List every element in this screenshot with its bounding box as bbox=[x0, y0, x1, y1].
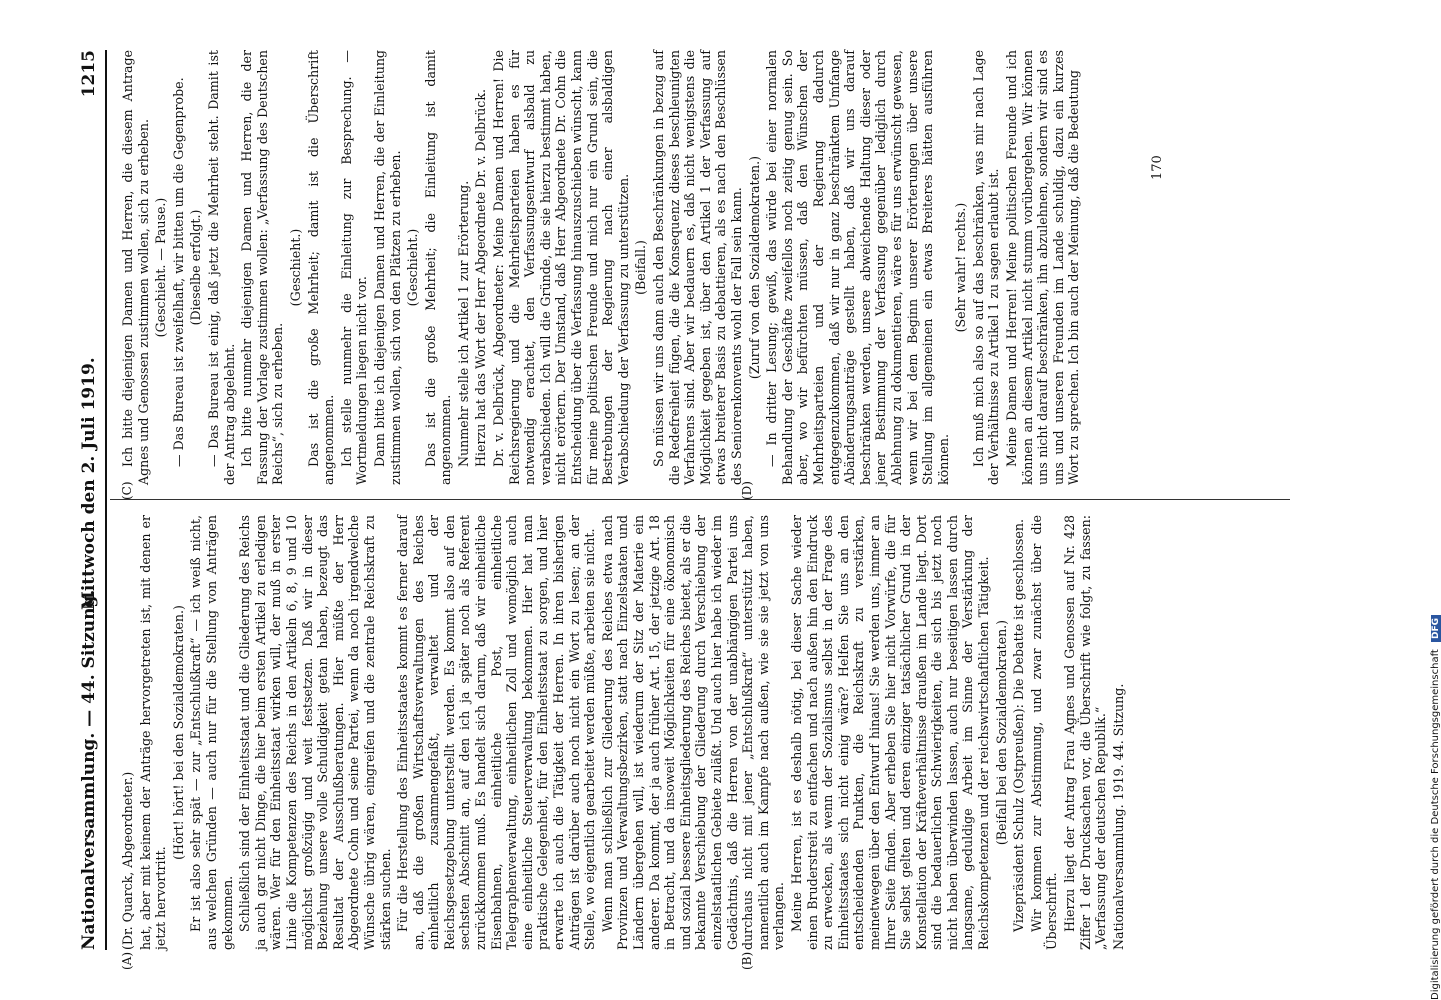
header-date: Mittwoch den 2. Juli 1919. bbox=[79, 357, 99, 610]
paragraph: — Das Bureau ist einig, daß jetzt die Mehrheit steht. Damit ist der Antrag abgelehnt. bbox=[205, 50, 237, 485]
paragraph: Ich muß mich also so auf das beschränken, was mir nach Lage der Verhältnisse zu Artikel 1 zu sagen erlaubt ist. bbox=[970, 50, 1002, 485]
interjection: (Beifall bei den Sozialdemokraten.) bbox=[993, 619, 1009, 846]
margin-mark-c: (C) bbox=[120, 481, 134, 500]
paragraph: Hierzu liegt der Antrag Frau Agnes und Genossen auf Nr. 428 Ziffer 1 der Drucksachen vor, die Überschrift wie folgt, zu fassen: „Verfassung der deutschen Republik.“ bbox=[1062, 515, 1109, 950]
paragraph: Das ist die große Mehrheit; damit ist die Überschrift angenommen. bbox=[305, 50, 337, 485]
interjection: (Zuruf von den Sozialdemokraten.) bbox=[746, 155, 762, 380]
document-page bbox=[20, 0, 1400, 1000]
paragraph: Ich bitte diejenigen Damen und Herren, die diesem Antrage Agnes und Genossen zustimmen wollen, sich zu erheben. bbox=[120, 50, 151, 485]
footer-line: Nationalversammlung. 1919. 44. Sitzung. bbox=[1110, 683, 1126, 950]
paragraph: Dr. v. Delbrück, Abgeordneter: Meine Damen und Herren! Die Reichsregierung und die Mehrheitsparteien haben es für notwendig erachtet, den Verfassungsentwurf alsbald zu verabschieden. Ich will die Gründe, die sie hierzu bestimmt haben, nicht erörtern. Der Umstand, daß Herr Abgeordnete Dr. Cohn die Entscheidung über die Verfassung hinauszuschieben wünscht, kann für meine politischen Freunde und mich nur ein Grund sein, die Bestrebungen der Regierung nach einer alsbaldigen Verabschiedung der Verfassung zu unterstützen. bbox=[491, 50, 631, 485]
margin-mark-b: (B) bbox=[740, 951, 754, 970]
column-divider bbox=[110, 499, 1290, 500]
paragraph: Wir kommen zur Abstimmung, und zwar zunächst über die Überschrift. bbox=[1028, 515, 1060, 950]
running-header bbox=[75, 50, 107, 950]
paragraph: — Das Bureau ist zweifelhaft, wir bitten um die Gegenprobe. bbox=[170, 77, 186, 467]
interjection: (Dieselbe erfolgt.) bbox=[188, 209, 204, 326]
right-column bbox=[120, 50, 1370, 485]
paragraph: Er ist also sehr spät — zur „Entschlußkraft“ — ich weiß nicht, aus welchen Gründen — auch nur für die Stellung von Anträgen gekommen. bbox=[188, 515, 235, 950]
margin-mark-a: (A) bbox=[120, 951, 134, 970]
paragraph: Ich bitte nunmehr diejenigen Damen und Herren, die der Fassung der Vorlage zustimmen wollen: „Verfassung des Deutschen Reichs“, sich zu erheben. bbox=[239, 50, 286, 485]
paragraph: Hierzu hat das Wort der Herr Abgeordnete Dr. v. Delbrück. bbox=[473, 89, 489, 467]
paragraph: Das ist die große Mehrheit; die Einleitung ist damit angenommen. bbox=[422, 50, 454, 485]
paragraph: Vizepräsident Schulz (Ostpreußen): Die Debatte ist geschlossen. bbox=[1011, 519, 1027, 932]
interjection: (Geschieht.) bbox=[405, 228, 421, 307]
paragraph: Schließlich sind der Einheitsstaat und die Gliederung des Reichs ja auch gar nicht Dinge, die hier beim ersten Artikel zu erledigen wären. Wer für den Einheitsstaat wirken will, der muß in erster Linie die Kompetenzen des Reichs in den Artikeln 6, 8, 9 und 10 möglichst großzügig und weit festsetzen. Daß wir in dieser Beziehung unsere volle Schuldigkeit getan haben, bezeugt das Resultat der Ausschußberatungen. Hier müßte der Herr Abgeordnete Cohn und seine Partei, wenn da noch irgendwelche Wünsche übrig wären, eingreifen und die zentrale Reichskraft zu stärken suchen. bbox=[237, 515, 393, 950]
margin-mark-d: (D) bbox=[740, 481, 754, 500]
dfg-logo: DFG bbox=[1431, 615, 1441, 642]
paragraph: Ich stelle nunmehr die Einleitung zur Besprechung. — Wortmeldungen liegen nicht vor. bbox=[338, 50, 370, 485]
interjection: (Geschieht.) bbox=[287, 228, 303, 307]
paragraph: Dann bitte ich diejenigen Damen und Herren, die der Einleitung zustimmen wollen, sich von den Plätzen zu erheben. bbox=[371, 50, 403, 485]
funding-note bbox=[1430, 0, 1441, 1000]
paragraph: Meine Herren, ist es deshalb nötig, bei dieser Sache wieder einen Bruderstreit zu entfachen und nach außen hin den Eindruck zu erwecken, als wenn der Sozialismus selbst in der Frage des Einheitsstaates sich nicht einig wäre? Helfen Sie uns an den entscheidenden Punkten, die Reichskraft zu verstärken, meinetwegen über den Entwurf hinaus! Sie werden uns, immer an Ihrer Seite finden. Aber erheben Sie hier nicht Vorwürfe, die für Sie selbst gelten und deren einziger tatsächlicher Grund in der Konstellation der Kräfteverhältnisse draußen im Lande liegt. Dort sind die bedauerlichen Schwierigkeiten, die sich bis jetzt noch nicht haben überwinden lassen, auch nur beseitigen lassen durch langsame, geduldige Arbeit im Sinne der Verstärkung der Reichskompetenzen und der reichswirtschaftlichen Tätigkeit. bbox=[788, 515, 992, 950]
funding-text: Digitalisierung gefördert durch die Deutsche Forschungsgemeinschaft bbox=[1430, 649, 1441, 1000]
speaker-tag: (Dr. Quarck, Abgeordneter.) bbox=[120, 771, 135, 950]
page-number: 1215 bbox=[79, 50, 99, 98]
paragraph: Für die Herstellung des Einheitsstaates kommt es ferner darauf an, daß die großen Wirtschaftsverwaltungen des Reiches einheitlich zusammengefaßt, verwaltet und der Reichsgesetzgebung unterstellt werden. Es kommt also auf den sechsten Abschnitt an, auf den ich ja später noch als Referent zurückkommen muß. Es handelt sich darum, daß wir einheitliche Eisenbahnen, einheitliche Post, einheitliche Telegraphenverwaltung, einheitlichen Zoll und womöglich auch eine einheitliche Steuerverwaltung bekommen. Hier hat man praktische Gelegenheit, für den Einheitsstaat zu sorgen, und hier erwarte ich auch die Tätigkeit der Herren. In ihren bisherigen Anträgen ist darüber auch noch nicht ein Wort zu lesen; an der Stelle, wo eigentlich gearbeitet werden müßte, arbeiten sie nicht. bbox=[395, 515, 598, 950]
paragraph: So müssen wir uns dann auch den Beschränkungen in bezug auf die Redefreiheit fügen, die die Konsequenz dieses beschleunigten Verfahrens sind. Aber wir bedauern es, daß nicht wenigstens die Möglichkeit gegeben ist, über den Artikel 1 der Verfassung auf etwas breiterer Basis zu debattieren, als es nach den Beschlüssen des Seniorenkonvents wohl der Fall sein kann. bbox=[651, 50, 744, 485]
paragraph: Meine Damen und Herren! Meine politischen Freunde und ich können an diesem Artikel nicht stumm vorübergehen. Wir können uns nicht darauf beschränken, ihn abzulehnen, sondern wir sind es uns und unseren Freunden im Lande schuldig, dazu ein kurzes Wort zu sprechen. Ich bin auch der Meinung, daß die Bedeutung bbox=[1004, 50, 1082, 485]
interjection: (Beifall.) bbox=[633, 240, 649, 295]
interjection: (Sehr wahr! rechts.) bbox=[953, 202, 969, 333]
interjection: (Hört! hört! bei den Sozialdemokraten.) bbox=[170, 605, 186, 860]
paragraph: Nunmehr stelle ich Artikel 1 zur Erörterung. bbox=[455, 180, 471, 467]
interjection: (Geschieht. — Pause.) bbox=[153, 197, 169, 338]
left-column bbox=[120, 515, 1370, 950]
paragraph: hat, aber mit keinem der Anträge hervorgetreten ist, mit denen er jetzt hervortritt. bbox=[137, 515, 169, 950]
sheet-number: 170 bbox=[1150, 155, 1165, 180]
paragraph: Wenn man schließlich zur Gliederung des Reiches etwa nach Provinzen und Verwaltungsbezirken, statt nach Einzelstaaten und Ländern übergehen will, ist wiederum der Sitz der Materie ein anderer. Da kommt, der ja auch früher Art. 15, der jetzige Art. 18 in Betracht, und da insoweit Möglichkeiten für eine ökonomisch und sozial bessere Einheitsgliederung des Reiches bietet, als er die bekannte Verschiebung der Gliederung durch Verschiebung der einzelstaatlichen Gebiete zuläßt. Und auch hier habe ich wieder im Gedächtnis, daß die Herren von der unabhängigen Partei uns durchaus nicht mit jener „Entschlußkraft“ unterstützt haben, namentlich auch im Kampfe nach außen, wie sie sie jetzt von uns verlangen. bbox=[599, 515, 787, 950]
paragraph: — In dritter Lesung; gewiß, das würde bei einer normalen Behandlung der Geschäfte zweifellos noch zeitig genug sein. So aber, wo wir befürchten müssen, daß den Wünschen der Mehrheitsparteien und der Regierung dadurch entgegenzukommen, daß wir nur in ganz beschränktem Umfange Abänderungsanträge gestellt haben, daß wir uns darauf beschränken werden, unsere abweichende Haltung dieser oder jener Bestimmung der Verfassung gegenüber lediglich durch Ablehnung zu dokumentieren, wäre es für uns erwünscht gewesen, wenn wir bei dem Beginn unserer Erörterungen über unsere Stellung im allgemeinen ein etwas Breiteres hätten ausführen können. bbox=[764, 50, 951, 485]
header-left: Nationalversammlung. — 44. Sitzung. bbox=[79, 589, 99, 950]
